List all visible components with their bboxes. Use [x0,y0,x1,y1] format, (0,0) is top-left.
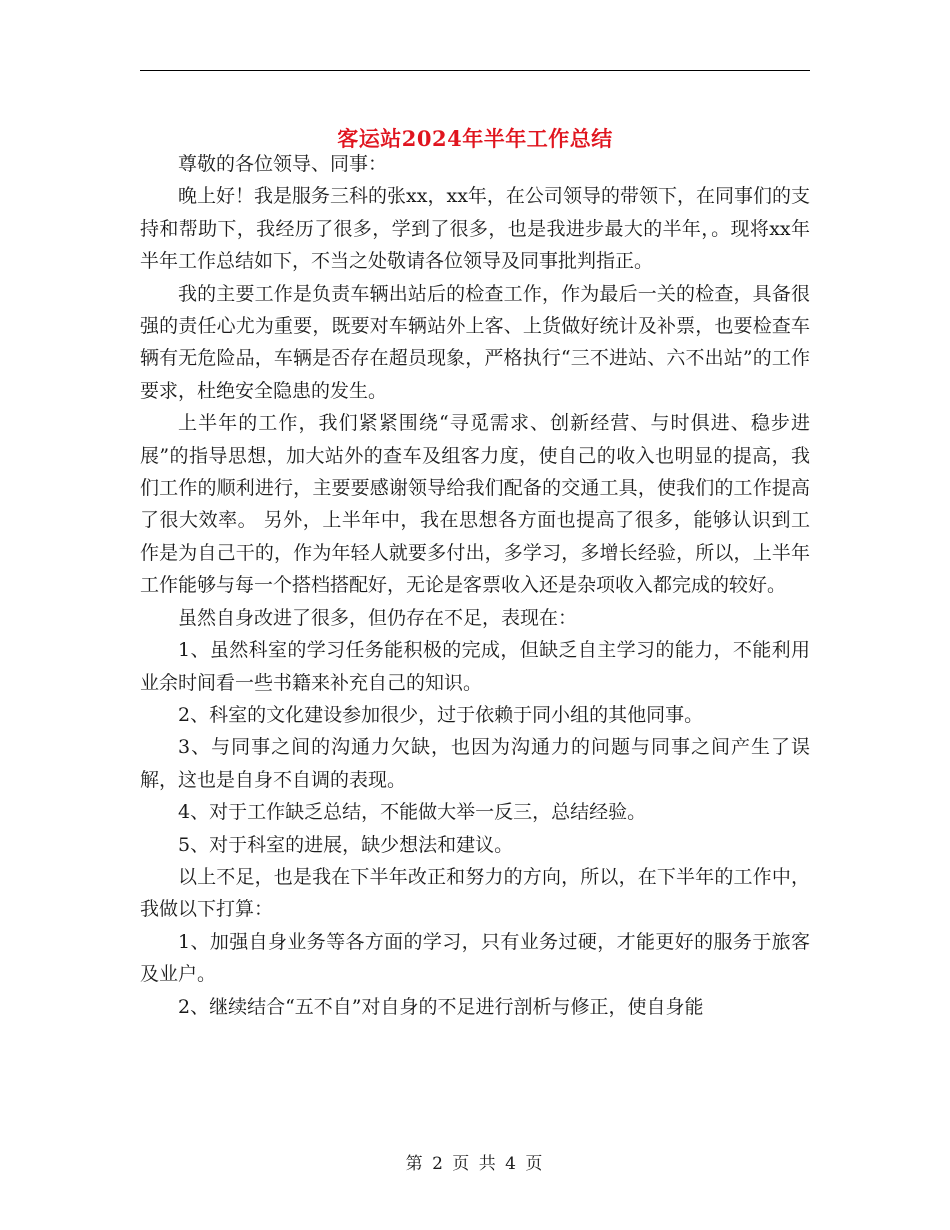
paragraph-main-duty: 我的主要工作是负责车辆出站后的检查工作，作为最后一关的检查，具备很强的责任心尤为重要，既要对车辆站外上客、上货做好统计及补票，也要检查车辆有无危险品，车辆是否存在超员现象，严格执行“三不进站、六不出站”的工作要求，杜绝安全隐患的发生。 [140,282,810,402]
list-item-shortcoming-1: 1、虽然科室的学习任务能积极的完成，但缺乏自主学习的能力，不能利用业余时间看一些书籍来补充自己的知识。 [140,639,810,694]
paragraph-greeting: 尊敬的各位领导、同事： [178,153,388,175]
list-item-shortcoming-5: 5、对于科室的进展，缺少想法和建议。 [178,833,514,856]
list-item-shortcoming-2: 2、科室的文化建设参加很少，过于依赖于同小组的其他同事。 [178,703,704,726]
paragraph-half-year-work: 上半年的工作，我们紧紧围绕“寻觅需求、创新经营、与时俱进、稳步进展”的指导思想，加大站外的查车及组客力度，使自己的收入也明显的提高，我们工作的顺利进行，主要要感谢领导给我们配备的交通工具，使我们的工作提高了很大效率。 另外，上半年中，我在思想各方面也提高了很多，能够认识到工作是为自己干的，作为年轻人就要多付出，多学习，多增长经验，所以，上半年工作能够与每一个搭档搭配好，无论是客票收入还是杂项收入都完成的较好。 [140,412,810,597]
paragraph-intro: 晚上好！我是服务三科的张xx，xx年，在公司领导的带领下，在同事们的支持和帮助下，我经历了很多，学到了很多，也是我进步最大的半年，。现将xx年半年工作总结如下，不当之处敬请各位领导及同事批判指正。 [140,185,810,273]
list-item-plan-2: 2、继续结合“五不自”对自身的不足进行剖析与修正，使自身能 [178,995,704,1018]
header-rule [140,70,810,71]
document-title: 客运站2024年半年工作总结 [337,126,613,152]
list-item-shortcoming-3: 3、与同事之间的沟通力欠缺，也因为沟通力的问题与同事之间产生了误解，这也是自身不自调的表现。 [140,736,810,791]
list-item-shortcoming-4: 4、对于工作缺乏总结，不能做大举一反三，总结经验。 [178,801,647,824]
page-number: 第 2 页 共 4 页 [405,1154,545,1174]
list-item-plan-1: 1、加强自身业务等各方面的学习，只有业务过硬，才能更好的服务于旅客及业户。 [140,930,810,986]
paragraph-shortcomings-intro: 虽然自身改进了很多，但仍存在不足，表现在： [178,606,578,629]
document-body [140,148,810,1023]
paragraph-plans-intro: 以上不足，也是我在下半年改正和努力的方向，所以，在下半年的工作中，我做以下打算： [140,865,810,921]
